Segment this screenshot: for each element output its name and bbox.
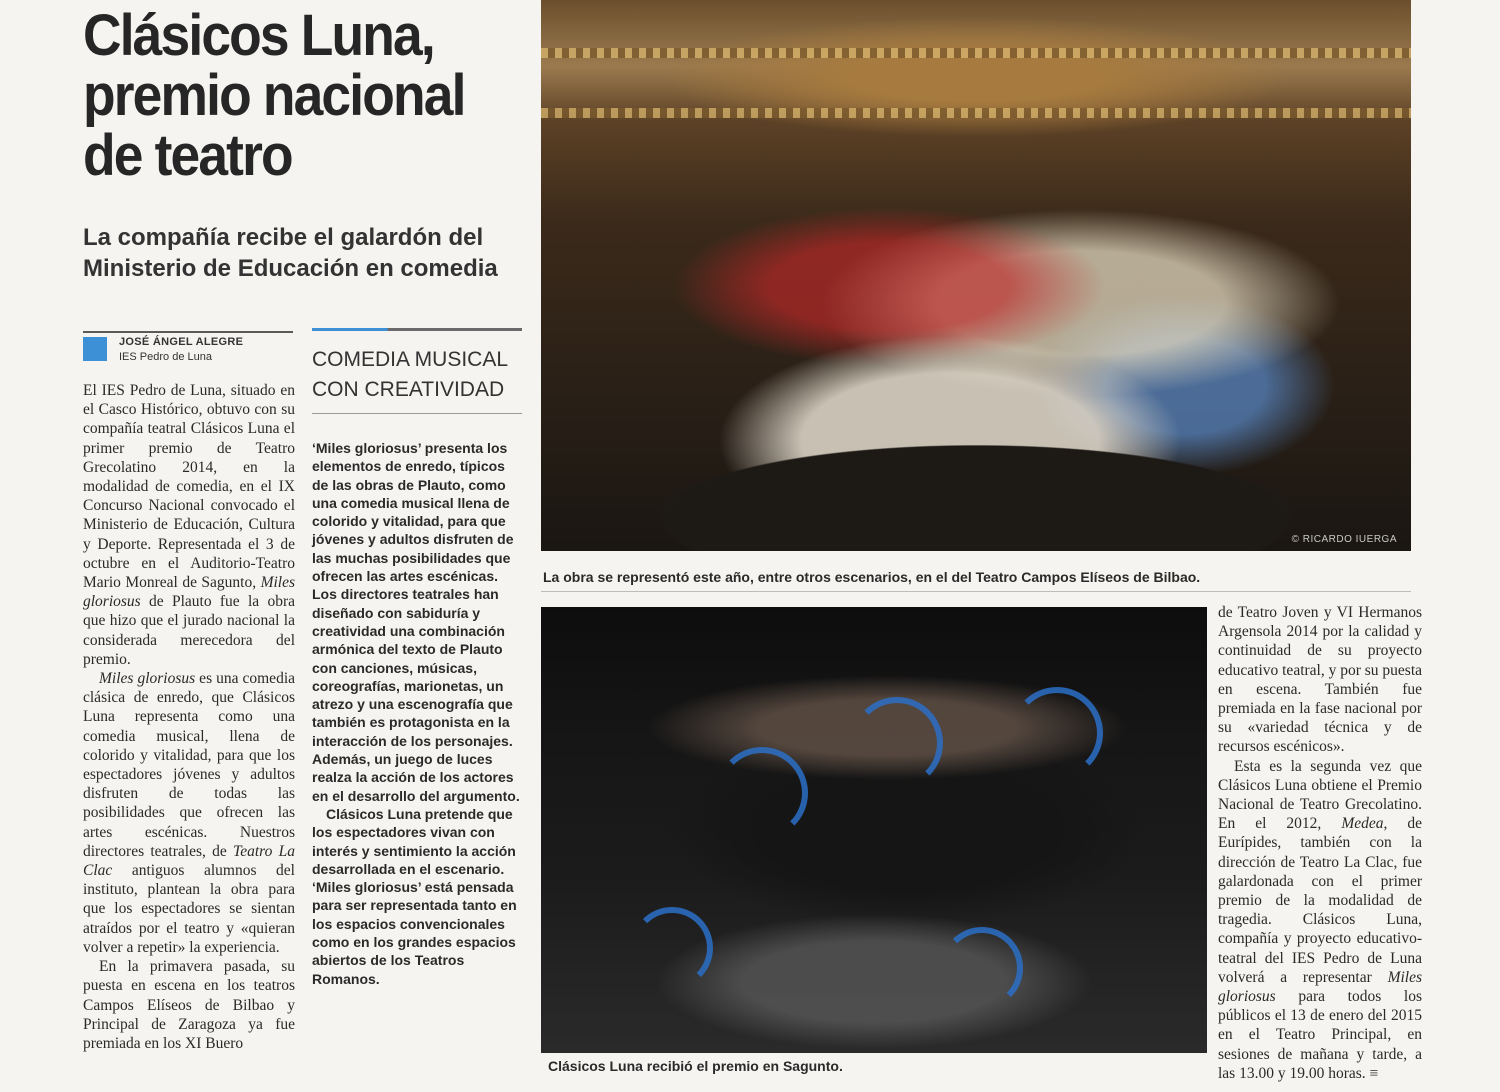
author-name: JOSÉ ÁNGEL ALEGRE xyxy=(119,336,244,348)
sidebar-body xyxy=(312,439,524,988)
subtitle-line: La compañía recibe el galardón del xyxy=(83,224,484,251)
headline-line: Clásicos Luna, xyxy=(83,3,434,68)
photo-caption-top: La obra se representó este año, entre otros escenarios, en el del Teatro Campos Elíseos de Bilbao. xyxy=(543,569,1201,585)
moon-logo-icon xyxy=(631,907,713,989)
photo-credit: © RICARDO IUERGA xyxy=(1291,534,1397,545)
subtitle xyxy=(83,222,533,284)
byline xyxy=(83,331,293,363)
headline-line: premio nacional xyxy=(83,63,465,128)
caption-rule xyxy=(541,591,1411,592)
sidebar-divider xyxy=(312,413,522,414)
award-group-photo xyxy=(541,607,1207,1053)
article-paragraph: de Teatro Joven y VI Hermanos Argensola 2014 por la calidad y continuidad de su proyecto educativo teatral, y por su puesta en escena. También fue premiada en la fase nacional por su «variedad técnica y de recursos escénicos». xyxy=(1218,604,1423,756)
article-paragraph: Esta es la segunda vez que Clásicos Luna obtiene el Premio Nacional de Teatro Grecolatino. En el 2012, Medea, de Eurípides, también con la dirección de Teatro La Clac, fue galardonada con el primer premio de la modalidad de tragedia. Clásicos Luna, compañía y proyecto educativo-teatral del IES Pedro de Luna volverá a representar Miles gloriosus para todos los públicos el 13 de enero del 2015 en el Teatro Principal, en sesiones de mañana y tarde, a las 13.00 y 19.00 horas. ≡ xyxy=(1218,757,1422,1082)
article-paragraph: Miles gloriosus es una comedia clásica de enredo, que Clásicos Luna representa como una comedia musical, llena de colorido y vitalidad, para que los espectadores jóvenes y adultos disfruten de todas las posibilidades que ofrecen las artes escénicas. Nuestros directores teatrales, de Teatro La Clac antiguos alumnos del instituto, plantean la obra para que los espectadores se sientan atraídos por el teatro y «quieran volver a repetir» la experiencia. xyxy=(83,670,295,956)
theater-group-photo xyxy=(541,0,1411,551)
byline-rule xyxy=(83,331,293,333)
moon-logo-icon xyxy=(851,697,943,789)
sidebar-paragraph: Clásicos Luna pretende que los espectadores vivan con interés y sentimiento la acción desarrollada en el escenario. ‘Miles gloriosus’ está pensada para ser representada tanto en los espacios convencionales como en los grandes espacios abiertos de los Teatros Romanos. xyxy=(312,805,517,987)
sidebar-rule xyxy=(312,328,522,331)
article-column-1 xyxy=(83,381,295,1053)
moon-logo-icon xyxy=(941,927,1023,1009)
headline-line: de teatro xyxy=(83,123,292,188)
byline-square-icon xyxy=(83,337,107,361)
sidebar-heading: COMEDIA MUSICAL CON CREATIVIDAD xyxy=(312,348,509,401)
balcony-rail xyxy=(541,108,1411,118)
moon-logo-icon xyxy=(716,747,808,839)
article-paragraph: El IES Pedro de Luna, situado en el Casco Histórico, obtuvo con su compañía teatral Clásicos Luna el primer premio de Teatro Grecolatino 2014, en la modalidad de comedia, en el IX Concurso Nacional convocado el Ministerio de Educación, Cultura y Deporte. Representada el 3 de octubre en el Auditorio-Teatro Mario Monreal de Sagunto, Miles gloriosus de Plauto fue la obra que hizo que el jurado nacional la considerada merecedora del premio. xyxy=(83,382,295,668)
moon-logo-icon xyxy=(1011,687,1103,779)
article-column-3 xyxy=(1218,603,1422,1083)
subtitle-line: Ministerio de Educación en comedia xyxy=(83,255,498,282)
sidebar-paragraph: ‘Miles gloriosus’ presenta los elementos de enredo, típicos de las obras de Plauto, como una comedia musical llena de colorido y vitalidad, para que jóvenes y adultos disfruten de las muchas posibilidades que ofrecen las artes escénicas. Los directores teatrales han diseñado con sabiduría y creatividad una combinación armónica del texto de Plauto con canciones, músicas, coreografías, marionetas, un atrezo y una escenografía que también es protagonista en la interacción de los personajes. Además, un juego de luces realza la acción de los actores en el desarrollo del argumento. xyxy=(312,440,520,804)
headline xyxy=(83,3,488,188)
photo-caption-bottom: Clásicos Luna recibió el premio en Sagunto. xyxy=(548,1058,843,1074)
author-affiliation: IES Pedro de Luna xyxy=(119,351,212,363)
sidebar-box xyxy=(312,328,522,987)
balcony-rail xyxy=(541,48,1411,58)
article-paragraph: En la primavera pasada, su puesta en escena en los teatros Campos Elíseos de Bilbao y Principal de Zaragoza ya fue premiada en los XI Buero xyxy=(83,958,295,1052)
